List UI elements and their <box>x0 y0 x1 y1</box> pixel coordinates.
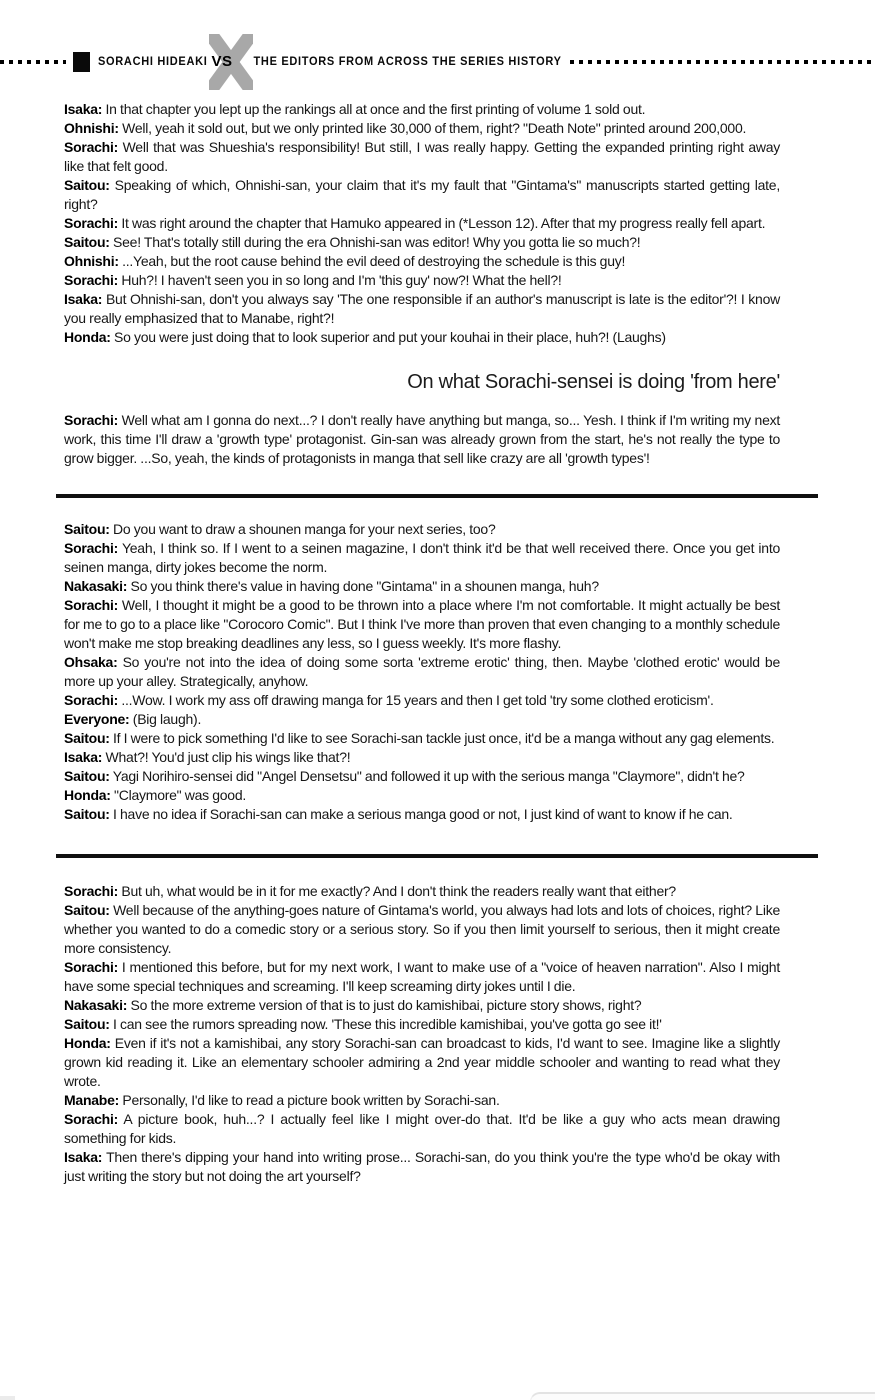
speaker-name: Sorachi: <box>64 959 119 975</box>
dialogue-line: Honda: Even if it's not a kamishibai, any story Sorachi-san can broadcast to kids, I'd want to see. Imagine like a slightly grown kid reading it. Like an elementary schooler admiring a 2nd year middle schooler and wanting to read what they wrote. <box>64 1035 780 1089</box>
dialogue-line: Sorachi: Well that was Shueshia's responsibility! But still, I was really happy. Getting the expanded printing right away like that felt good. <box>64 139 780 174</box>
dialogue-line: Nakasaki: So the more extreme version of that is to just do kamishibai, picture story shows, right? <box>64 997 642 1013</box>
dialogue-line: Isaka: In that chapter you lept up the rankings all at once and the first printing of volume 1 sold out. <box>64 101 646 117</box>
speaker-name: Sorachi: <box>64 692 119 708</box>
dialogue-line: Honda: So you were just doing that to look superior and put your kouhai in their place, huh?! (Laughs) <box>64 329 666 345</box>
dialogue-line: Sorachi: I mentioned this before, but for my next work, I want to make use of a "voice of heaven narration". Also I might have some special techniques and screaming. I'll keep screaming dirty jokes until I die. <box>64 959 780 994</box>
dialogue-line: Saitou: Well because of the anything-goes nature of Gintama's world, you always had lots and lots of choices, right? Like whether you wanted to do a comedic story or a serious story. So if you then limit yourself to serious, then it might create more consistency. <box>64 902 780 956</box>
dialogue-block-3 <box>64 520 780 824</box>
page-header <box>0 50 875 74</box>
dialogue-block-2 <box>64 411 780 468</box>
speaker-name: Sorachi: <box>64 139 119 155</box>
dialogue-line: Ohnishi: Well, yeah it sold out, but we only printed like 30,000 of them, right? "Death Note" printed around 200,000. <box>64 120 747 136</box>
dialogue-line: Sorachi: It was right around the chapter that Hamuko appeared in (*Lesson 12). After that my progress really fell apart. <box>64 215 766 231</box>
dialogue-line: Ohnishi: ...Yeah, but the root cause behind the evil deed of destroying the schedule is this guy! <box>64 253 626 269</box>
dialogue-line: Isaka: What?! You'd just clip his wings like that?! <box>64 749 351 765</box>
dialogue-line: Sorachi: Yeah, I think so. If I went to a seinen magazine, I don't think it'd be that well received there. Once you get into seinen manga, dirty jokes become the norm. <box>64 540 780 575</box>
cutoff-panel-bottom-right <box>530 1392 875 1400</box>
speaker-name: Saitou: <box>64 234 110 250</box>
speaker-name: Nakasaki: <box>64 997 128 1013</box>
speaker-name: Sorachi: <box>64 597 119 613</box>
speaker-name: Isaka: <box>64 1149 103 1165</box>
dialogue-line: Saitou: See! That's totally still during the era Ohnishi-san was editor! Why you gotta lie so much?! <box>64 234 641 250</box>
dialogue-line: Saitou: Do you want to draw a shounen manga for your next series, too? <box>64 521 496 537</box>
speaker-name: Ohnishi: <box>64 120 119 136</box>
speaker-name: Sorachi: <box>64 272 119 288</box>
vs-label: VS <box>211 52 233 70</box>
speaker-name: Honda: <box>64 1035 111 1051</box>
dialogue-line: Isaka: Then there's dipping your hand into writing prose... Sorachi-san, do you think you're the type who'd be okay with just writing the story but not doing the art yourself? <box>64 1149 780 1184</box>
speaker-name: Isaka: <box>64 749 103 765</box>
dotted-rule-right <box>570 60 875 64</box>
section-heading: On what Sorachi-sensei is doing 'from here' <box>407 371 780 393</box>
speaker-name: Sorachi: <box>64 215 119 231</box>
speaker-name: Sorachi: <box>64 540 119 556</box>
speaker-name: Ohsaka: <box>64 654 118 670</box>
dialogue-line: Saitou: I can see the rumors spreading now. 'These this incredible kamishibai, you've gotta go see it!' <box>64 1016 662 1032</box>
header-title-right: THE EDITORS FROM ACROSS THE SERIES HISTORY <box>253 55 562 69</box>
dialogue-line: Isaka: But Ohnishi-san, don't you always say 'The one responsible if an author's manuscript is late is the editor'?! I know you really emphasized that to Manabe, right?! <box>64 291 780 326</box>
dialogue-block-1 <box>64 100 780 347</box>
speaker-name: Isaka: <box>64 291 103 307</box>
cutoff-fragment-bottom-left <box>0 1396 15 1400</box>
speaker-name: Saitou: <box>64 806 110 822</box>
dialogue-line: Honda: "Claymore" was good. <box>64 787 247 803</box>
dialogue-line: Saitou: If I were to pick something I'd like to see Sorachi-san tackle just once, it'd be a manga without any gag elements. <box>64 730 775 746</box>
dialogue-line: Saitou: I have no idea if Sorachi-san can make a serious manga good or not, I just kind of want to know if he can. <box>64 806 733 822</box>
transcript-content <box>64 100 780 1186</box>
speaker-name: Saitou: <box>64 521 110 537</box>
speaker-name: Everyone: <box>64 711 130 727</box>
dialogue-line: Sorachi: Well what am I gonna do next...? I don't really have anything but manga, so... Yesh. I think if I'm writing my next work, this time I'll draw a 'growth type' protagonist. Gin-san was already grown from the start, he's not really the type to grow bigger. ...So, yeah, the kinds of protagonists in manga that sell like crazy are all 'growth types'! <box>64 412 780 466</box>
dialogue-line: Sorachi: Huh?! I haven't seen you in so long and I'm 'this guy' now?! What the hell?! <box>64 272 562 288</box>
vs-badge <box>209 34 253 90</box>
speaker-name: Sorachi: <box>64 883 119 899</box>
section-divider-2 <box>56 854 818 858</box>
dialogue-line: Ohsaka: So you're not into the idea of doing some sorta 'extreme erotic' thing, then. Maybe 'clothed erotic' would be more up your alley. Strategically, anyhow. <box>64 654 780 689</box>
speaker-name: Saitou: <box>64 177 110 193</box>
section-divider-1 <box>56 494 818 498</box>
speaker-name: Sorachi: <box>64 1111 119 1127</box>
dialogue-line: Sorachi: A picture book, huh...? I actually feel like I might over-do that. It'd be like a guy who acts mean drawing something for kids. <box>64 1111 780 1146</box>
dialogue-line: Everyone: (Big laugh). <box>64 711 202 727</box>
dialogue-line: Sorachi: But uh, what would be in it for me exactly? And I don't think the readers really want that either? <box>64 883 676 899</box>
dialogue-line: Manabe: Personally, I'd like to read a picture book written by Sorachi-san. <box>64 1092 500 1108</box>
speaker-name: Honda: <box>64 329 111 345</box>
speaker-name: Honda: <box>64 787 111 803</box>
square-bullet-icon <box>73 52 90 72</box>
speaker-name: Saitou: <box>64 1016 110 1032</box>
dialogue-line: Saitou: Speaking of which, Ohnishi-san, your claim that it's my fault that "Gintama's" manuscripts started getting late, right? <box>64 177 780 212</box>
speaker-name: Ohnishi: <box>64 253 119 269</box>
dialogue-line: Nakasaki: So you think there's value in having done "Gintama" in a shounen manga, huh? <box>64 578 599 594</box>
speaker-name: Saitou: <box>64 768 110 784</box>
speaker-name: Sorachi: <box>64 412 119 428</box>
dialogue-block-4 <box>64 882 780 1186</box>
dotted-rule-left <box>0 60 66 64</box>
dialogue-line: Saitou: Yagi Norihiro-sensei did "Angel Densetsu" and followed it up with the serious manga "Claymore", didn't he? <box>64 768 745 784</box>
dialogue-line: Sorachi: Well, I thought it might be a good to be thrown into a place where I'm not comfortable. It might actually be best for me to go to a place like "Corocoro Comic". But I think I've more than proven that even changing to a monthly schedule won't make me stop breaking deadlines any less, so I guess weekly. It's more flashy. <box>64 597 780 651</box>
speaker-name: Saitou: <box>64 730 110 746</box>
speaker-name: Saitou: <box>64 902 110 918</box>
header-title-left: SORACHI HIDEAKI <box>98 55 208 69</box>
speaker-name: Isaka: <box>64 101 103 117</box>
dialogue-line: Sorachi: ...Wow. I work my ass off drawing manga for 15 years and then I get told 'try some clothed eroticism'. <box>64 692 714 708</box>
speaker-name: Manabe: <box>64 1092 120 1108</box>
speaker-name: Nakasaki: <box>64 578 128 594</box>
